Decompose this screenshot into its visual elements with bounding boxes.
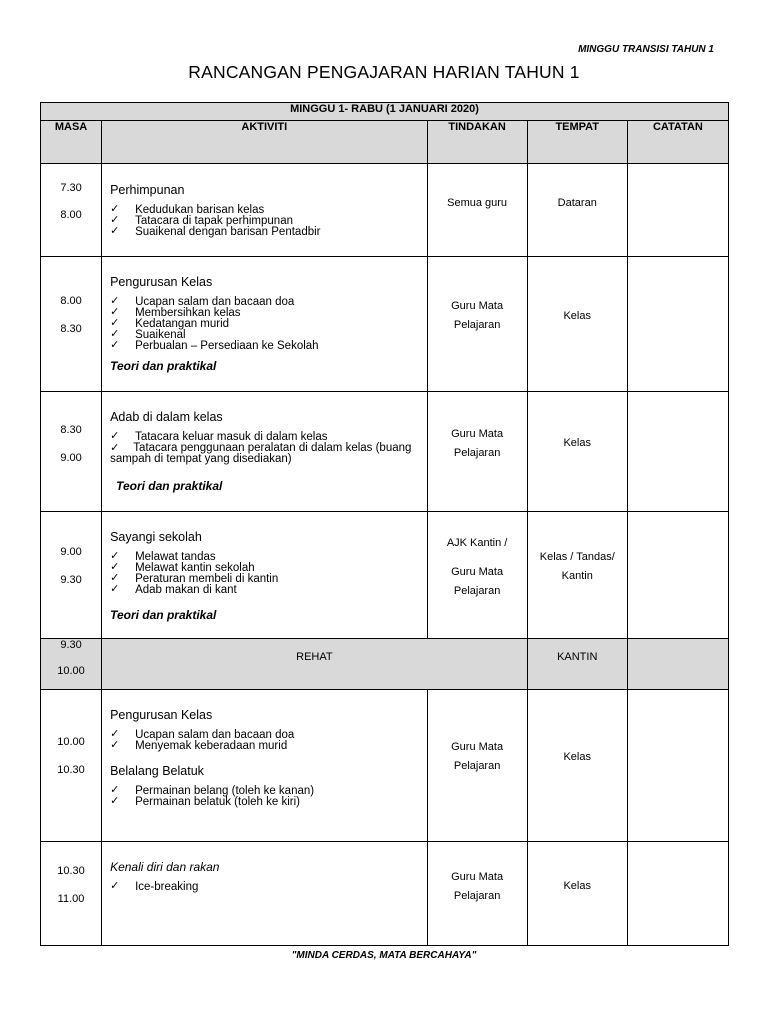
tindakan-text: Guru Mata: [451, 428, 504, 440]
list-item: ✓ Adab makan di kant: [110, 583, 237, 596]
tindakan-text: Pelajaran: [453, 447, 501, 459]
tempat-text: Kelas: [563, 751, 591, 763]
activity-title: Pengurusan Kelas: [110, 275, 213, 289]
tempat-text: Kelas / Tandas/: [539, 551, 615, 563]
page-title: RANCANGAN PENGAJARAN HARIAN TAHUN 1: [188, 62, 580, 82]
tempat-cell: [527, 512, 627, 639]
week-label: MINGGU 1- RABU (1 JANUARI 2020): [41, 103, 729, 121]
tempat-cell: [527, 164, 627, 257]
list-item: ✓ Ice-breaking: [110, 880, 199, 893]
column-header-aktiviti: AKTIVITI: [102, 121, 427, 164]
check-mark-icon: ✓: [110, 339, 120, 351]
masa-cell: [41, 690, 102, 842]
week-row: [41, 103, 729, 121]
table-row: [41, 164, 729, 257]
tindakan-cell: [427, 257, 527, 392]
activity-title: Kenali diri dan rakan: [110, 860, 220, 874]
list-item: ✓ Tatacara penggunaan peralatan di dalam kelas (buang sampah di tempat yang disediakan): [110, 442, 412, 465]
list-item: ✓ Suaikenal: [110, 328, 186, 341]
masa-end: 10.30: [57, 764, 85, 776]
tempat-cell: [527, 842, 627, 946]
list-item: ✓ Ucapan salam dan bacaan doa: [110, 728, 295, 741]
tempat-cell: [527, 392, 627, 512]
masa-end: 11.00: [57, 893, 85, 905]
tindakan-cell: [427, 512, 527, 639]
check-mark-icon: ✓: [110, 583, 120, 595]
masa-cell: [41, 392, 102, 512]
rehat-row: [41, 639, 729, 690]
tindakan-text: Pelajaran: [453, 319, 501, 331]
tindakan-text: Guru Mata: [451, 566, 504, 578]
tempat-text: Dataran: [557, 197, 597, 209]
aktiviti-cell: [102, 690, 427, 842]
header-row: [41, 121, 729, 164]
tindakan-cell: [427, 690, 527, 842]
tempat-cell: [527, 690, 627, 842]
masa-start: 8.30: [60, 424, 82, 436]
list-item: ✓ Ucapan salam dan bacaan doa: [110, 295, 295, 308]
check-mark-icon: ✓: [110, 784, 120, 796]
tindakan-text: Semua guru: [447, 197, 508, 209]
activity-title: Belalang Belatuk: [110, 764, 204, 778]
aktiviti-cell: [102, 842, 427, 946]
catatan-cell: [627, 512, 728, 639]
aktiviti-cell: [102, 257, 427, 392]
check-mark-icon: ✓: [110, 795, 120, 807]
table-row: [41, 690, 729, 842]
masa-start: 9.30: [60, 639, 82, 651]
catatan-cell: [627, 639, 728, 690]
header-tag: MINGGU TRANSISI TAHUN 1: [578, 44, 714, 55]
list-item: ✓ Kedudukan barisan kelas: [110, 203, 265, 216]
list-item: ✓ Tatacara di tapak perhimpunan: [110, 214, 293, 227]
rehat-tempat: KANTIN: [527, 639, 627, 690]
activity-title: Perhimpunan: [110, 183, 185, 197]
list-item: ✓ Permainan belang (toleh ke kanan): [110, 784, 315, 797]
masa-end: 8.30: [60, 323, 82, 335]
column-header-tempat: TEMPAT: [527, 121, 627, 164]
check-mark-icon: ✓: [110, 214, 120, 226]
check-mark-icon: ✓: [110, 880, 120, 892]
tempat-text: Kelas: [563, 310, 591, 322]
activity-note: Teori dan praktikal: [110, 608, 217, 622]
tempat-text: Kelas: [563, 880, 591, 892]
masa-cell: [41, 164, 102, 257]
check-mark-icon: ✓: [110, 442, 120, 454]
table-row: [41, 257, 729, 392]
rehat-label: REHAT: [102, 639, 528, 690]
check-mark-icon: ✓: [110, 328, 120, 340]
masa-start: 10.00: [57, 736, 85, 748]
catatan-cell: [627, 842, 728, 946]
activity-note: Teori dan praktikal: [116, 479, 223, 493]
tempat-cell: [527, 257, 627, 392]
aktiviti-cell: [102, 512, 427, 639]
tindakan-cell: [427, 392, 527, 512]
masa-end: 8.00: [60, 209, 82, 221]
tindakan-text: Guru Mata: [451, 871, 504, 883]
activity-title: Pengurusan Kelas: [110, 708, 213, 722]
check-mark-icon: ✓: [110, 306, 120, 318]
list-item: ✓ Menyemak keberadaan murid: [110, 739, 288, 752]
list-item: ✓ Permainan belatuk (toleh ke kiri): [110, 795, 300, 808]
column-header-masa: MASA: [41, 121, 102, 164]
masa-start: 10.30: [57, 865, 85, 877]
masa-end: 9.30: [60, 574, 82, 586]
check-mark-icon: ✓: [110, 317, 120, 329]
tindakan-text: Guru Mata: [451, 741, 504, 753]
list-item: ✓ Melawat kantin sekolah: [110, 561, 255, 574]
masa-cell: [41, 842, 102, 946]
tempat-text: Kantin: [561, 570, 593, 582]
check-mark-icon: ✓: [110, 203, 120, 215]
masa-end: 10.00: [57, 665, 85, 677]
catatan-cell: [627, 690, 728, 842]
activity-title: Adab di dalam kelas: [110, 410, 223, 424]
masa-start: 9.00: [60, 546, 82, 558]
catatan-cell: [627, 164, 728, 257]
activity-title: Sayangi sekolah: [110, 530, 202, 544]
list-item: ✓ Suaikenal dengan barisan Pentadbir: [110, 225, 321, 238]
tindakan-text: Pelajaran: [453, 890, 501, 902]
table-row: [41, 512, 729, 639]
lesson-plan-table: [40, 102, 729, 946]
check-mark-icon: ✓: [110, 225, 120, 237]
table-row: [41, 392, 729, 512]
check-mark-icon: ✓: [110, 561, 120, 573]
list-item: ✓ Melawat tandas: [110, 550, 216, 563]
catatan-cell: [627, 392, 728, 512]
check-mark-icon: ✓: [110, 295, 120, 307]
tindakan-cell: [427, 842, 527, 946]
masa-cell: [41, 512, 102, 639]
check-mark-icon: ✓: [110, 430, 120, 442]
list-item: ✓ Kedatangan murid: [110, 317, 230, 330]
masa-start: 8.00: [60, 295, 82, 307]
masa-end: 9.00: [60, 452, 82, 464]
list-item: ✓ Perbualan – Persediaan ke Sekolah: [110, 339, 319, 352]
aktiviti-cell: [102, 392, 427, 512]
footer-motto: "MINDA CERDAS, MATA BERCAHAYA": [291, 950, 477, 961]
masa-start: 7.30: [60, 182, 82, 194]
tindakan-text: Pelajaran: [453, 760, 501, 772]
activity-note: Teori dan praktikal: [110, 359, 217, 373]
table-row: [41, 842, 729, 946]
column-header-catatan: CATATAN: [627, 121, 728, 164]
tempat-text: Kelas: [563, 437, 591, 449]
check-mark-icon: ✓: [110, 728, 120, 740]
list-item: ✓ Membersihkan kelas: [110, 306, 241, 319]
masa-cell: [41, 257, 102, 392]
tindakan-text: AJK Kantin /: [446, 537, 508, 549]
tindakan-text: Pelajaran: [453, 585, 501, 597]
catatan-cell: [627, 257, 728, 392]
list-item: ✓ Tatacara keluar masuk di dalam kelas: [110, 430, 328, 443]
check-mark-icon: ✓: [110, 550, 120, 562]
masa-cell: [41, 639, 102, 690]
aktiviti-cell: [102, 164, 427, 257]
column-header-tindakan: TINDAKAN: [427, 121, 527, 164]
check-mark-icon: ✓: [110, 572, 120, 584]
tindakan-text: Guru Mata: [451, 300, 504, 312]
list-item: ✓ Peraturan membeli di kantin: [110, 572, 279, 585]
check-mark-icon: ✓: [110, 739, 120, 751]
tindakan-cell: [427, 164, 527, 257]
